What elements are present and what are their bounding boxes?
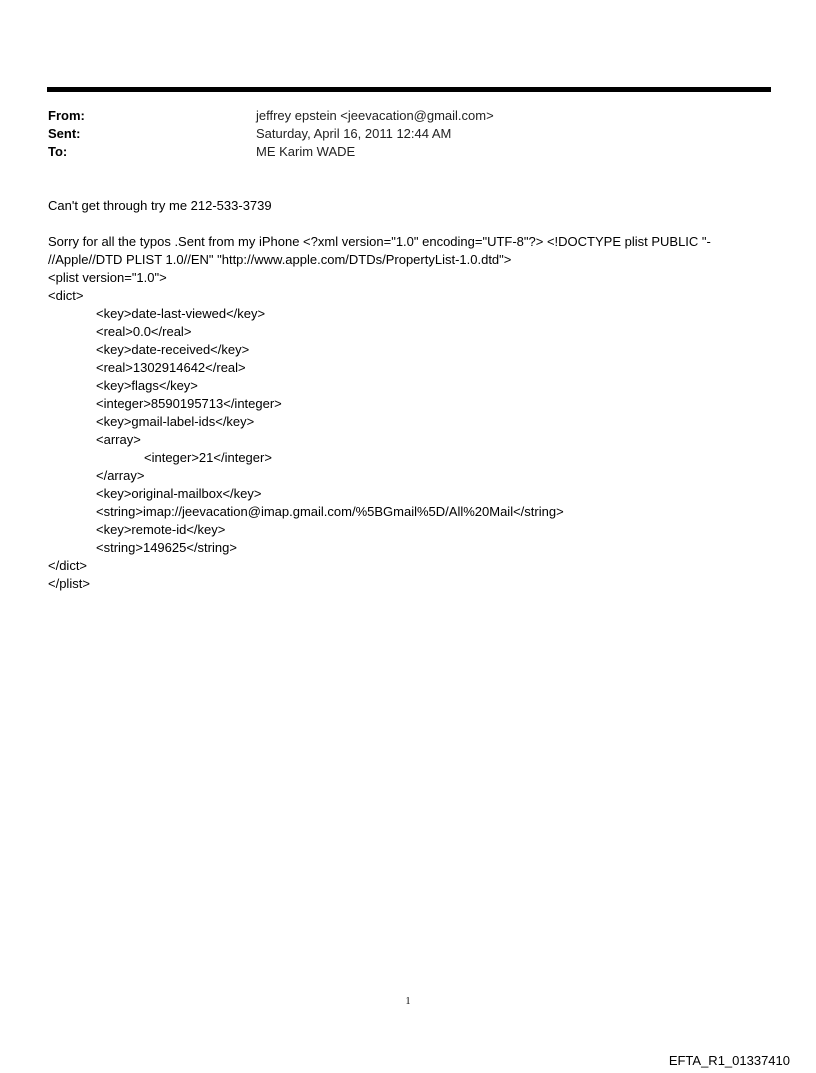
real-received-line: <real>1302914642</real> — [96, 360, 246, 375]
plist-close-line: </plist> — [48, 576, 90, 591]
to-row — [48, 143, 768, 161]
key-date-received-line: <key>date-received</key> — [96, 342, 250, 357]
sent-row — [48, 125, 768, 143]
sent-label: Sent: — [48, 126, 81, 141]
key-gmail-label-ids-line: <key>gmail-label-ids</key> — [96, 414, 255, 429]
intro-paragraph: Can't get through try me 212-533-3739 — [48, 198, 272, 213]
from-label: From: — [48, 108, 85, 123]
dict-close-line: </dict> — [48, 558, 88, 573]
from-value: jeffrey epstein <jeevacation@gmail.com> — [256, 108, 494, 123]
plist-block — [48, 233, 748, 593]
array-close-line: </array> — [96, 468, 145, 483]
sorry-line-1: Sorry for all the typos .Sent from my iPhone <?xml version="1.0" encoding="UTF-8"?> <!DOCTYPE plist PUBLIC "- — [48, 234, 711, 249]
array-open-line: <array> — [96, 432, 141, 447]
string-mailbox-line: <string>imap://jeevacation@imap.gmail.com/%5BGmail%5D/All%20Mail</string> — [96, 504, 564, 519]
key-date-last-viewed-line: <key>date-last-viewed</key> — [96, 306, 266, 321]
header-divider — [47, 87, 771, 92]
from-row — [48, 107, 768, 125]
sorry-line-2: //Apple//DTD PLIST 1.0//EN" "http://www.apple.com/DTDs/PropertyList-1.0.dtd"> — [48, 252, 512, 267]
to-label: To: — [48, 144, 68, 159]
key-remote-id-line: <key>remote-id</key> — [96, 522, 226, 537]
email-body — [48, 197, 748, 593]
email-header — [48, 107, 768, 161]
string-remote-id-line: <string>149625</string> — [96, 540, 237, 555]
real-zero-line: <real>0.0</real> — [96, 324, 192, 339]
key-flags-line: <key>flags</key> — [96, 378, 198, 393]
key-original-mailbox-line: <key>original-mailbox</key> — [96, 486, 262, 501]
plist-open-line: <plist version="1.0"> — [48, 270, 167, 285]
integer-flags-line: <integer>8590195713</integer> — [96, 396, 282, 411]
document-id: EFTA_R1_01337410 — [668, 1053, 790, 1068]
to-value: ME Karim WADE — [256, 144, 356, 159]
dict-open-line: <dict> — [48, 288, 84, 303]
integer-21-line: <integer>21</integer> — [144, 450, 272, 465]
sent-value: Saturday, April 16, 2011 12:44 AM — [256, 126, 452, 141]
page-number: 1 — [405, 996, 411, 1007]
